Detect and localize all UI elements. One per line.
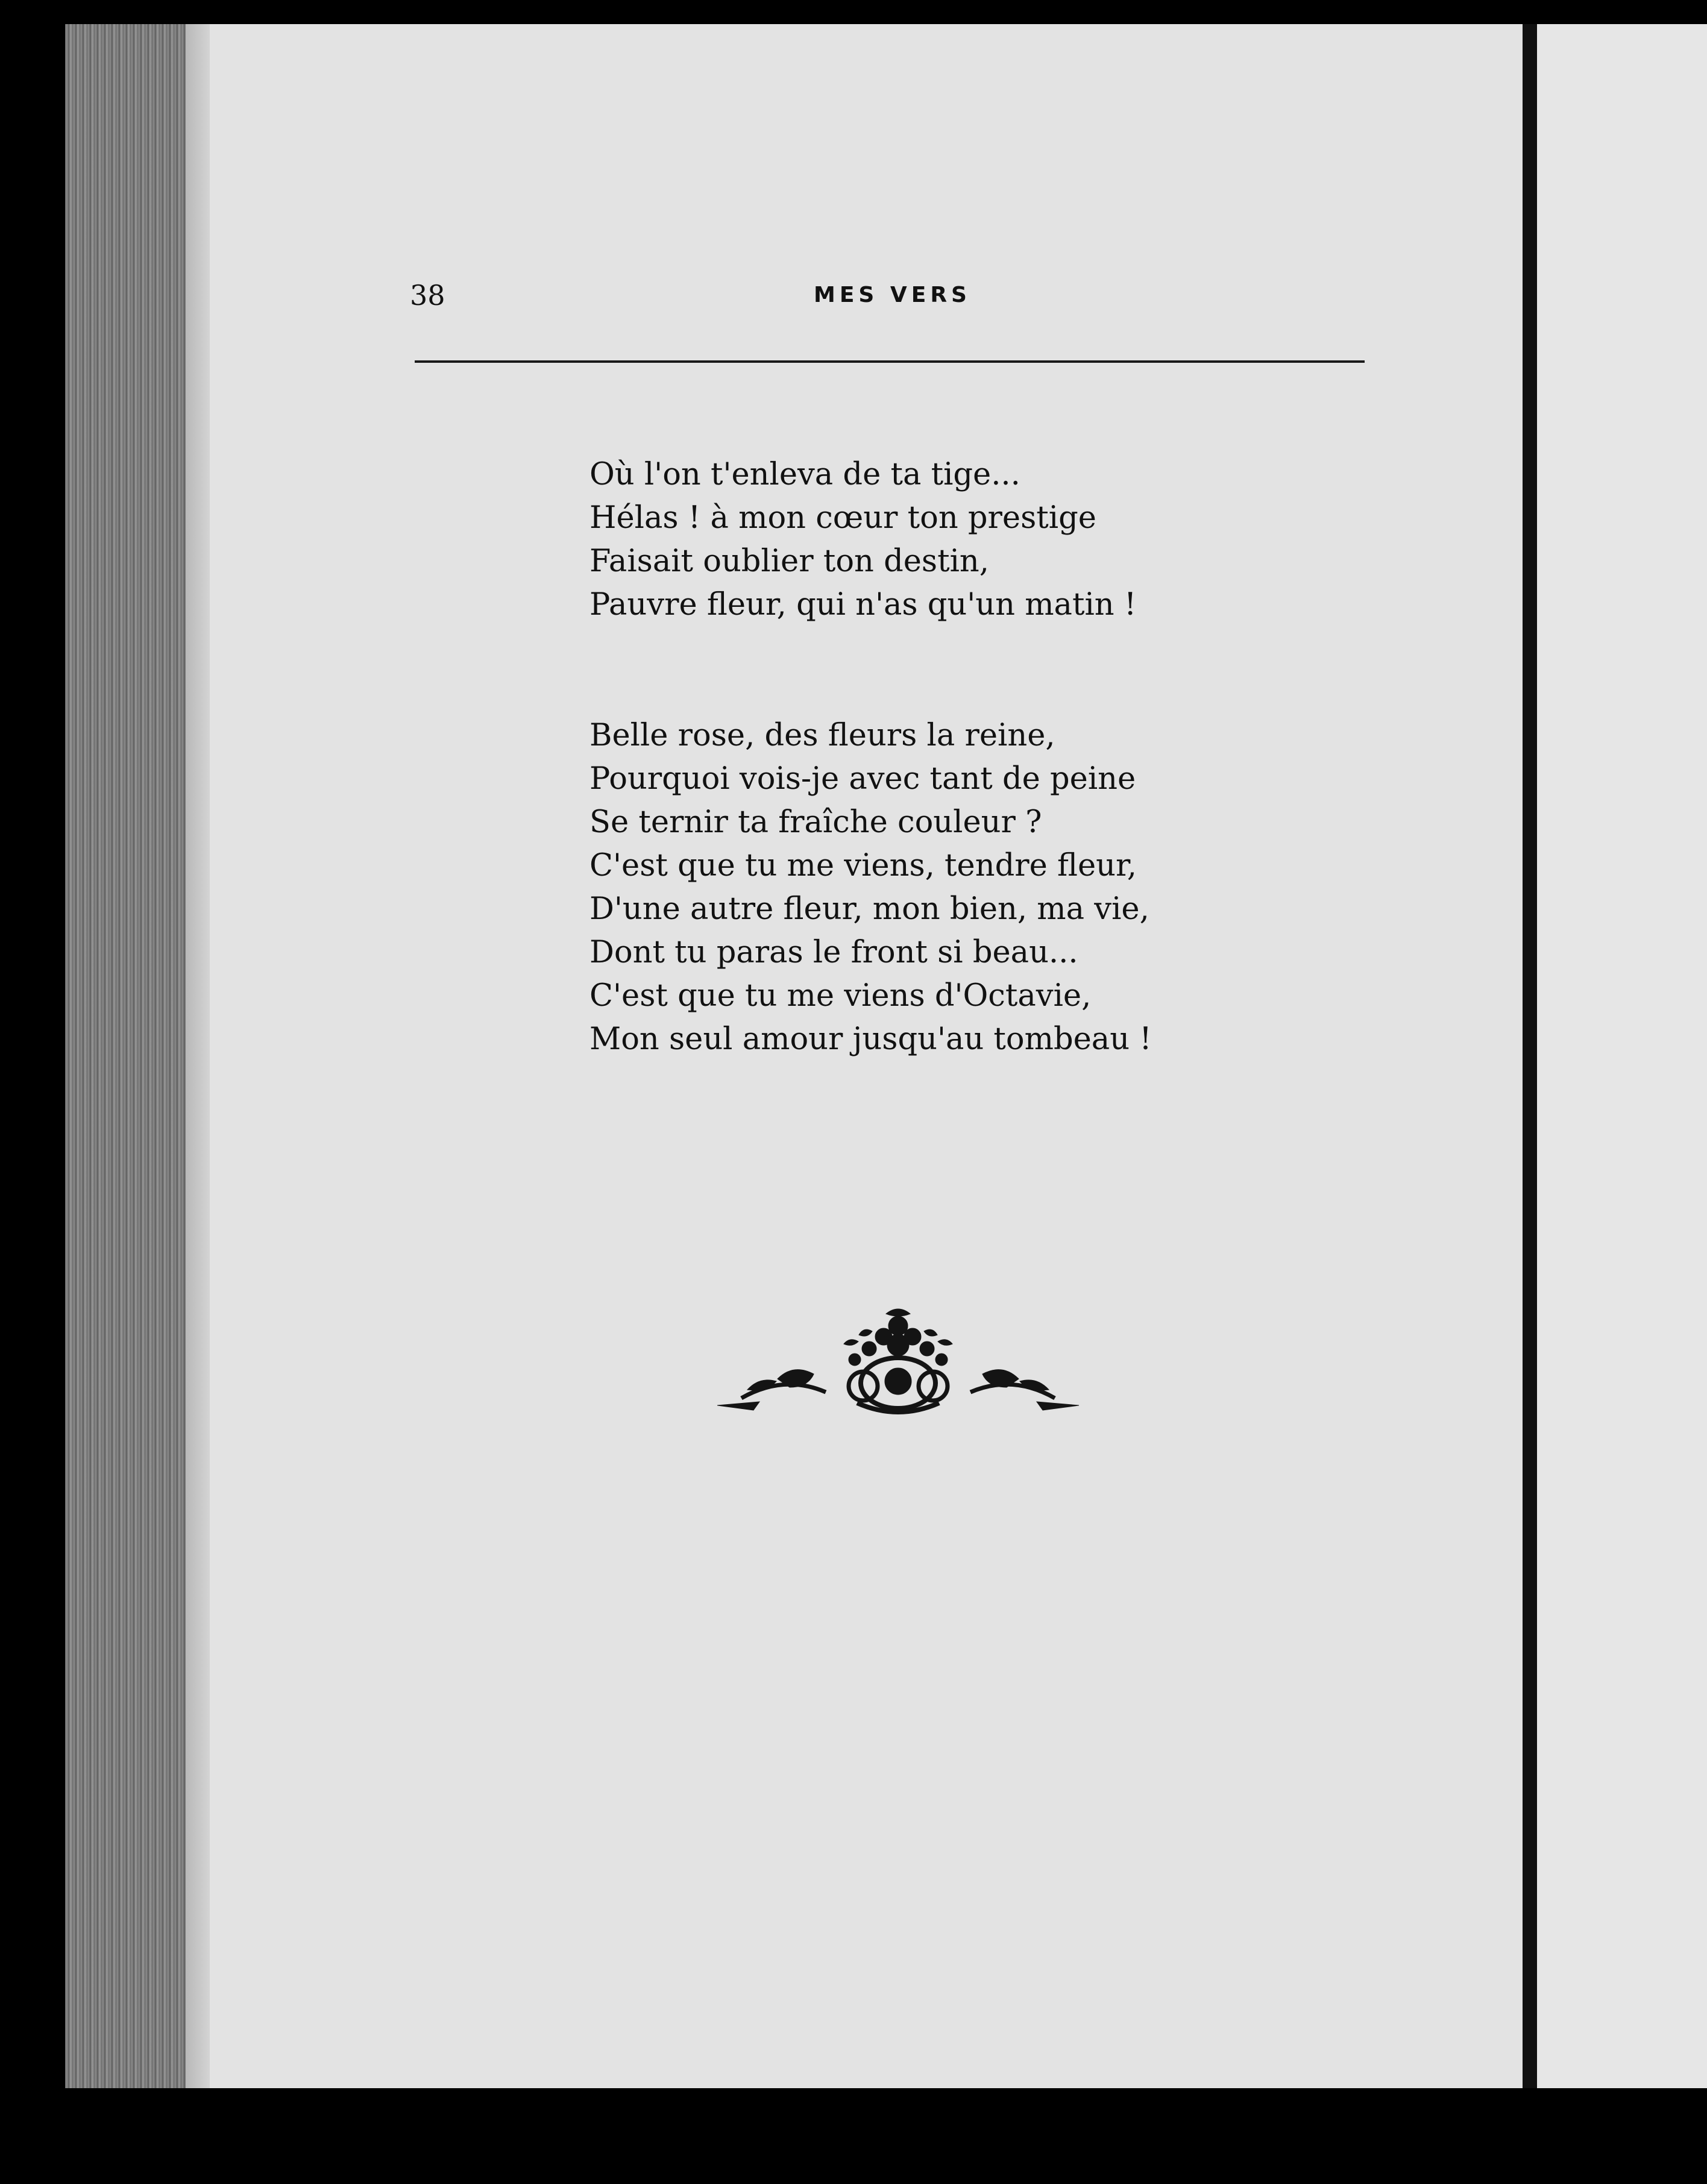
running-head [410,277,1365,313]
verse-line: Dont tu paras le front si beau... [589,935,1078,970]
verse-line: D'une autre fleur, mon bien, ma vie, [589,891,1149,927]
header-rule [415,360,1365,363]
verse-line: Hélas ! à mon cœur ton prestige [589,500,1096,536]
poem [589,453,1253,1061]
verse-line: C'est que tu me viens, tendre fleur, [589,848,1137,883]
running-title: MES VERS [814,283,971,307]
verse-line: Faisait oublier ton destin, [589,544,989,579]
facing-page-edge [1537,24,1707,2088]
stanza-2 [589,714,1253,1061]
verse-line: Mon seul amour jusqu'au tombeau ! [589,1021,1152,1057]
verse-line: Belle rose, des fleurs la reine, [589,718,1055,753]
floral-basket-ornament-icon [705,1302,1091,1428]
stanza-1 [589,453,1253,627]
verse-line: Où l'on t'enleva de ta tige... [589,457,1020,492]
page-gutter-shadow [1523,24,1537,2088]
verse-line: Pourquoi vois-je avec tant de peine [589,761,1136,797]
book-page-edges [65,24,210,2088]
page-number: 38 [410,279,445,312]
verse-line: Se ternir ta fraîche couleur ? [589,805,1042,840]
verse-line: C'est que tu me viens d'Octavie, [589,978,1092,1014]
verse-line: Pauvre fleur, qui n'as qu'un matin ! [589,587,1137,623]
